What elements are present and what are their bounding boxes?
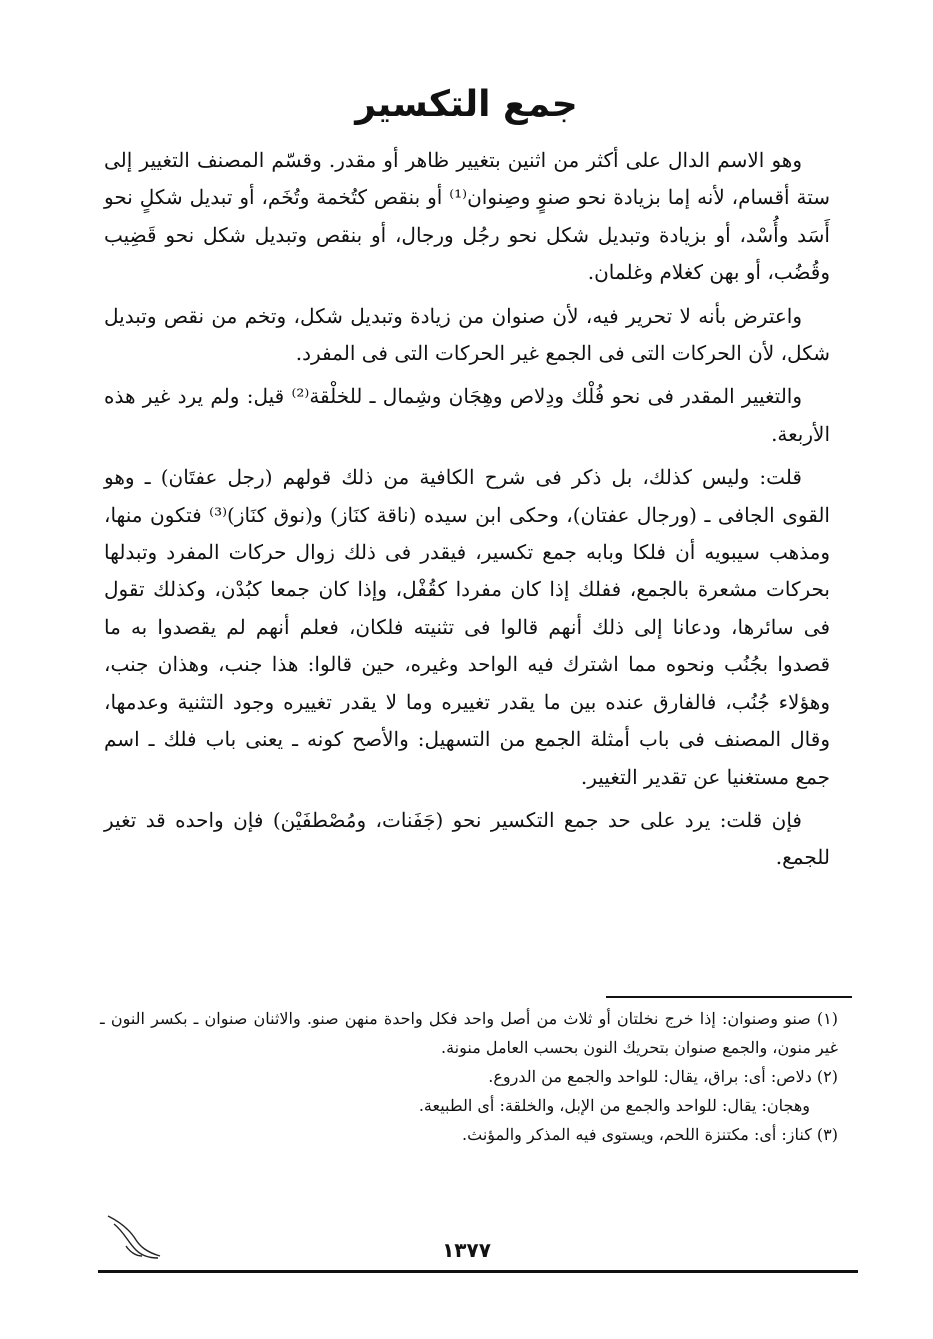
paragraph: والتغيير المقدر فى نحو فُلْك ودِلاص وهِجَان وشِمال ـ للخلْقة⁽²⁾ قيل: ولم يرد غير هذه الأربعة. [104,384,830,446]
page-number: ١٣٧٧ [442,1238,491,1262]
paragraph: فإن قلت: يرد على حد جمع التكسير نحو (جَفَنات، ومُصْطفَيْن) فإن واحده قد تغير للجمع. [104,807,830,870]
footnote: (٢) دلاص: أى: براق، يقال: للواحد والجمع من الدروع. [488,1067,838,1086]
footnote: (٣) كناز: أى: مكتنزة اللحم، ويستوى فيه المذكر والمؤنث. [462,1125,838,1144]
footnote: وهجان: يقال: للواحد والجمع من الإبل، والخلقة: أى الطبيعة. [418,1096,810,1115]
bottom-rule [98,1270,858,1273]
paragraph: واعترض بأنه لا تحرير فيه، لأن صنوان من زيادة وتبديل شكل، وتخم من نقص وتبديل شكل، لأن الحركات التى فى الجمع غير الحركات التى فى المفرد. [104,303,830,366]
footnote: (١) صنو وصنوان: إذا خرج نخلتان أو ثلاث من أصل واحد فكل واحدة منهن صنو. والاثنان صنوان ـ بكسر النون ـ غير منون، والجمع صنوان بتحريك النون بحسب العامل منونة. [100,1009,838,1057]
footnotes [100,1004,838,1149]
footnote-separator [606,996,852,998]
chapter-title: جمع التكسير [355,84,578,125]
main-text [104,142,830,883]
paragraph: قلت: وليس كذلك، بل ذكر فى شرح الكافية من ذلك قولهم (رجل عفتَان) ـ وهو القوى الجافى ـ (ورجال عفتان)، وحكى ابن سيده (ناقة كنَاز) و(نوق كنَاز)⁽³⁾ فتكون منها، ومذهب سيبويه أن فلكا وبابه جمع تكسير، فيقدر فى ذلك زوال حركات المفرد وتبدلها بحركات مشعرة بالجمع، ففلك إذا كان مفردا كقُفْل، وإذا كان جمعا كبُدْن، وكذلك تقول فى سائرها، ودعانا إلى ذلك أنهم قالوا فى تثنيته فلكان، فعلم أنهم لم يقصدوا به ما قصدوا بجُنُب ونحوه مما اشترك فيه الواحد وغيره، حين قالوا: هذا جنب، وهذان جنب، وهؤلاء جُنُب، فالفارق عنده بين ما يقدر تغييره وما لا يقدر تغييره وجود التثنية وعدمها، وقال المصنف فى باب أمثلة الجمع من التسهيل: والأصح كونه ـ يعنى باب فلك ـ اسم جمع مستغنيا عن تقدير التغيير. [104,465,830,789]
paragraph: وهو الاسم الدال على أكثر من اثنين بتغيير ظاهر أو مقدر. وقسّم المصنف التغيير إلى ستة أقسام، لأنه إما بزيادة نحو صنوٍ وصِنوان⁽¹⁾ أو بنقص كتُخمة وتُخَم، أو تبديل شكلٍ نحو أَسَد وأُسْد، أو بزيادة وتبديل شكل نحو رجُل ورجال، أو بنقص وتبديل شكل نحو قَضِيب وقُضُب، أو بهن كغلام وغلمان. [104,148,831,285]
